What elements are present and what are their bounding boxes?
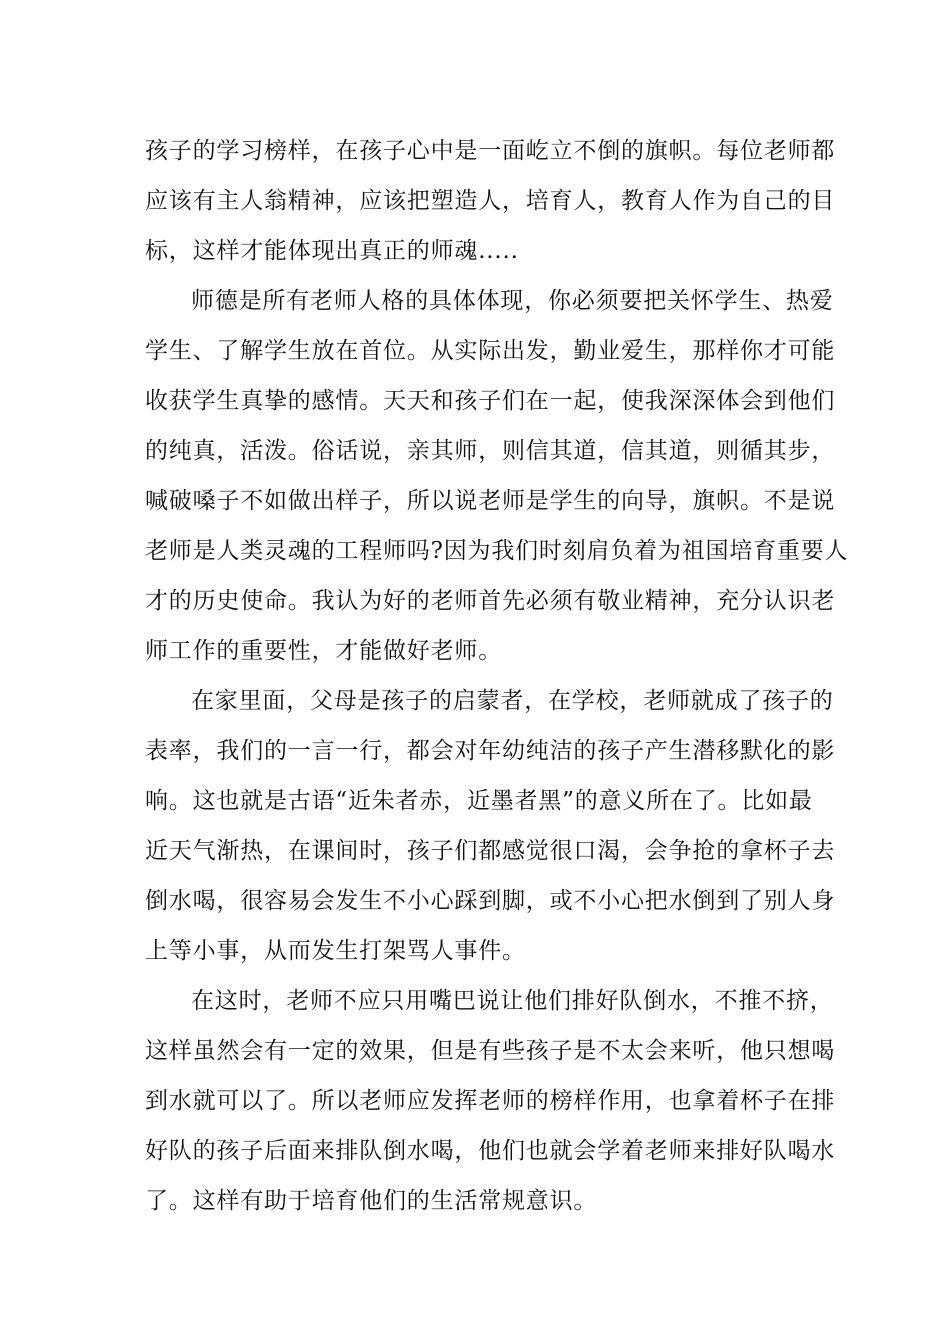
paragraph-3-line-3: 响。这也就是古语“近朱者赤，近墨者黑”的意义所在了。比如最 bbox=[145, 788, 813, 814]
paragraph-2-line-3: 收获学生真挚的感情。天天和孩子们在一起，使我深深体会到他们 bbox=[145, 388, 836, 414]
paragraph-2-line-6: 老师是人类灵魂的工程师吗?因为我们时刻肩负着为祖国培育重要人 bbox=[145, 538, 849, 564]
paragraph-3-line-4: 近天气渐热，在课间时，孩子们都感觉很口渴，会争抢的拿杯子去 bbox=[145, 838, 836, 864]
paragraph-2-line-5: 喊破嗓子不如做出样子，所以说老师是学生的向导，旗帜。不是说 bbox=[145, 488, 836, 514]
paragraph-2-line-4: 的纯真，活泼。俗话说，亲其师，则信其道，信其道，则循其步， bbox=[145, 438, 836, 464]
paragraph-2-line-8: 师工作的重要性，才能做好老师。 bbox=[145, 638, 502, 664]
paragraph-3-line-5: 倒水喝，很容易会发生不小心踩到脚，或不小心把水倒到了别人身 bbox=[145, 888, 836, 914]
paragraph-2-line-1: 师德是所有老师人格的具体体现，你必须要把关怀学生、热爱 bbox=[191, 288, 834, 314]
paragraph-4-line-5: 了。这样有助于培育他们的生活常规意识。 bbox=[145, 1188, 598, 1214]
paragraph-4-line-3: 到水就可以了。所以老师应发挥老师的榜样作用，也拿着杯子在排 bbox=[145, 1088, 836, 1114]
paragraph-1-line-3: 标，这样才能体现出真正的师魂..... bbox=[145, 238, 519, 264]
paragraph-4-line-4: 好队的孩子后面来排队倒水喝，他们也就会学着老师来排好队喝水 bbox=[145, 1138, 836, 1164]
paragraph-3-line-6: 上等小事，从而发生打架骂人事件。 bbox=[145, 938, 526, 964]
paragraph-2-line-2: 学生、了解学生放在首位。从实际出发，勤业爱生，那样你才可能 bbox=[145, 338, 836, 364]
paragraph-4-line-2: 这样虽然会有一定的效果，但是有些孩子是不太会来听，他只想喝 bbox=[145, 1038, 836, 1064]
paragraph-1-line-2: 应该有主人翁精神，应该把塑造人，培育人，教育人作为自己的目 bbox=[145, 188, 836, 214]
paragraph-2-line-7: 才的历史使命。我认为好的老师首先必须有敬业精神，充分认识老 bbox=[145, 588, 836, 614]
paragraph-1-line-1: 孩子的学习榜样，在孩子心中是一面屹立不倒的旗帜。每位老师都 bbox=[145, 138, 836, 164]
paragraph-4-line-1: 在这时，老师不应只用嘴巴说让他们排好队倒水，不推不挤， bbox=[191, 988, 834, 1014]
paragraph-3-line-1: 在家里面，父母是孩子的启蒙者，在学校，老师就成了孩子的 bbox=[191, 688, 834, 714]
paragraph-3-line-2: 表率，我们的一言一行，都会对年幼纯洁的孩子产生潜移默化的影 bbox=[145, 738, 836, 764]
